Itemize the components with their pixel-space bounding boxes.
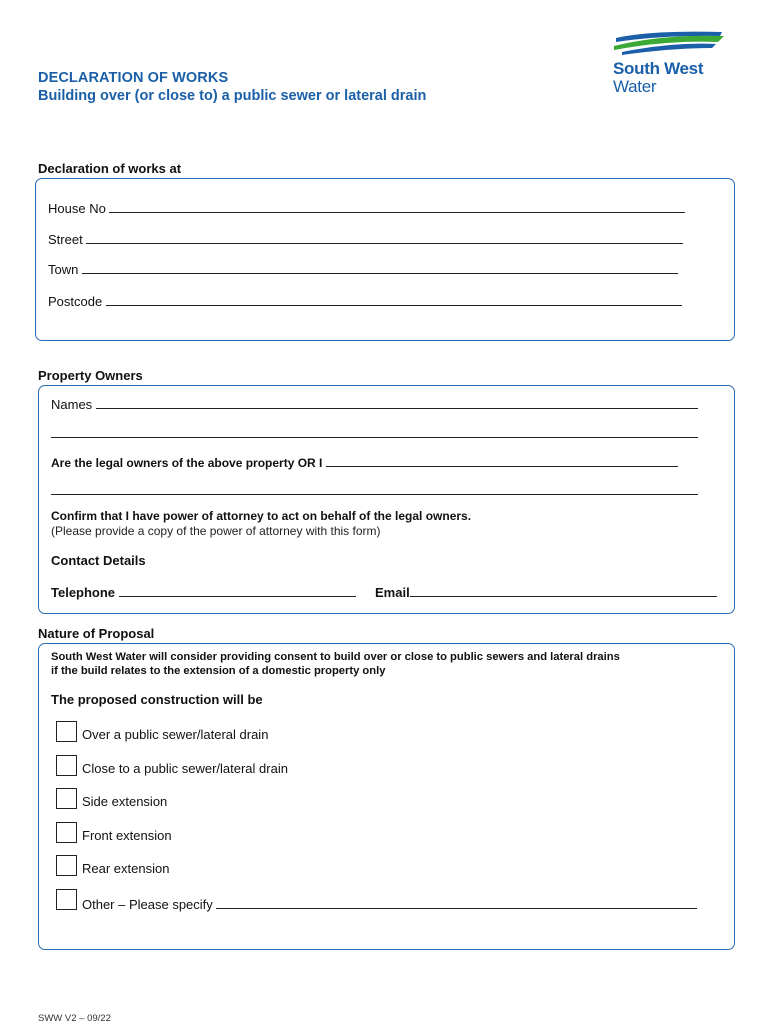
- section-heading-proposal: Nature of Proposal: [38, 626, 155, 641]
- town-line[interactable]: [82, 261, 678, 274]
- checkbox-close-to-sewer[interactable]: [56, 755, 77, 776]
- legal-owners-field[interactable]: [51, 454, 678, 470]
- option-label-front-extension: Front extension: [82, 828, 172, 843]
- names-line-2[interactable]: [51, 425, 698, 438]
- contact-details-heading: Contact Details: [51, 553, 146, 568]
- telephone-label: Telephone: [51, 585, 116, 600]
- proposal-intro-line-1: South West Water will consider providing consent to build over or close to public sewers and lateral drains: [51, 651, 620, 663]
- section-heading-declaration: Declaration of works at: [38, 161, 182, 176]
- telephone-line[interactable]: [119, 584, 356, 597]
- email-field[interactable]: [375, 584, 717, 600]
- street-field[interactable]: [48, 231, 683, 247]
- other-specify-line[interactable]: [216, 896, 697, 909]
- names-field[interactable]: [51, 396, 698, 412]
- names-line[interactable]: [96, 396, 698, 409]
- house-no-label: House No: [48, 201, 106, 216]
- form-subtitle: Building over (or close to) a public sewer or lateral drain: [38, 88, 427, 104]
- confirm-attorney-note: (Please provide a copy of the power of attorney with this form): [51, 524, 381, 538]
- telephone-field[interactable]: [51, 584, 356, 600]
- house-no-line[interactable]: [109, 200, 685, 213]
- option-label-side-extension: Side extension: [82, 794, 168, 809]
- construction-heading: The proposed construction will be: [51, 692, 263, 707]
- logo-text-water: Water: [613, 77, 657, 96]
- confirm-attorney-text: Confirm that I have power of attorney to act on behalf of the legal owners.: [51, 509, 472, 523]
- postcode-label: Postcode: [48, 294, 103, 309]
- town-field[interactable]: [48, 261, 678, 277]
- checkbox-front-extension[interactable]: [56, 822, 77, 843]
- names-label: Names: [51, 397, 93, 412]
- checkbox-over-sewer[interactable]: [56, 721, 77, 742]
- logo-text-south-west: South West: [613, 59, 704, 78]
- form-title: DECLARATION OF WORKS: [38, 70, 229, 86]
- house-no-field[interactable]: [48, 200, 685, 216]
- proposal-intro-line-2: if the build relates to the extension of a domestic property only: [51, 665, 386, 677]
- email-label: Email: [375, 585, 410, 600]
- checkbox-rear-extension[interactable]: [56, 855, 77, 876]
- checkbox-other[interactable]: [56, 889, 77, 910]
- form-version-code: SWW V2 – 09/22: [38, 1013, 111, 1024]
- option-label-close-to-sewer: Close to a public sewer/lateral drain: [82, 761, 288, 776]
- option-label-other: Other – Please specify: [82, 897, 213, 912]
- option-label-rear-extension: Rear extension: [82, 861, 170, 876]
- legal-owners-line-2[interactable]: [51, 482, 698, 495]
- town-label: Town: [48, 262, 79, 277]
- legal-owners-label: Are the legal owners of the above property OR I: [51, 456, 323, 470]
- postcode-field[interactable]: [48, 293, 682, 309]
- owners-box: [38, 385, 735, 614]
- other-specify-field[interactable]: [82, 896, 697, 912]
- checkbox-side-extension[interactable]: [56, 788, 77, 809]
- postcode-line[interactable]: [106, 293, 682, 306]
- section-heading-owners: Property Owners: [38, 368, 143, 383]
- street-label: Street: [48, 232, 83, 247]
- legal-owners-line[interactable]: [326, 454, 678, 467]
- email-line[interactable]: [410, 584, 717, 597]
- option-label-over-sewer: Over a public sewer/lateral drain: [82, 727, 269, 742]
- street-line[interactable]: [86, 231, 683, 244]
